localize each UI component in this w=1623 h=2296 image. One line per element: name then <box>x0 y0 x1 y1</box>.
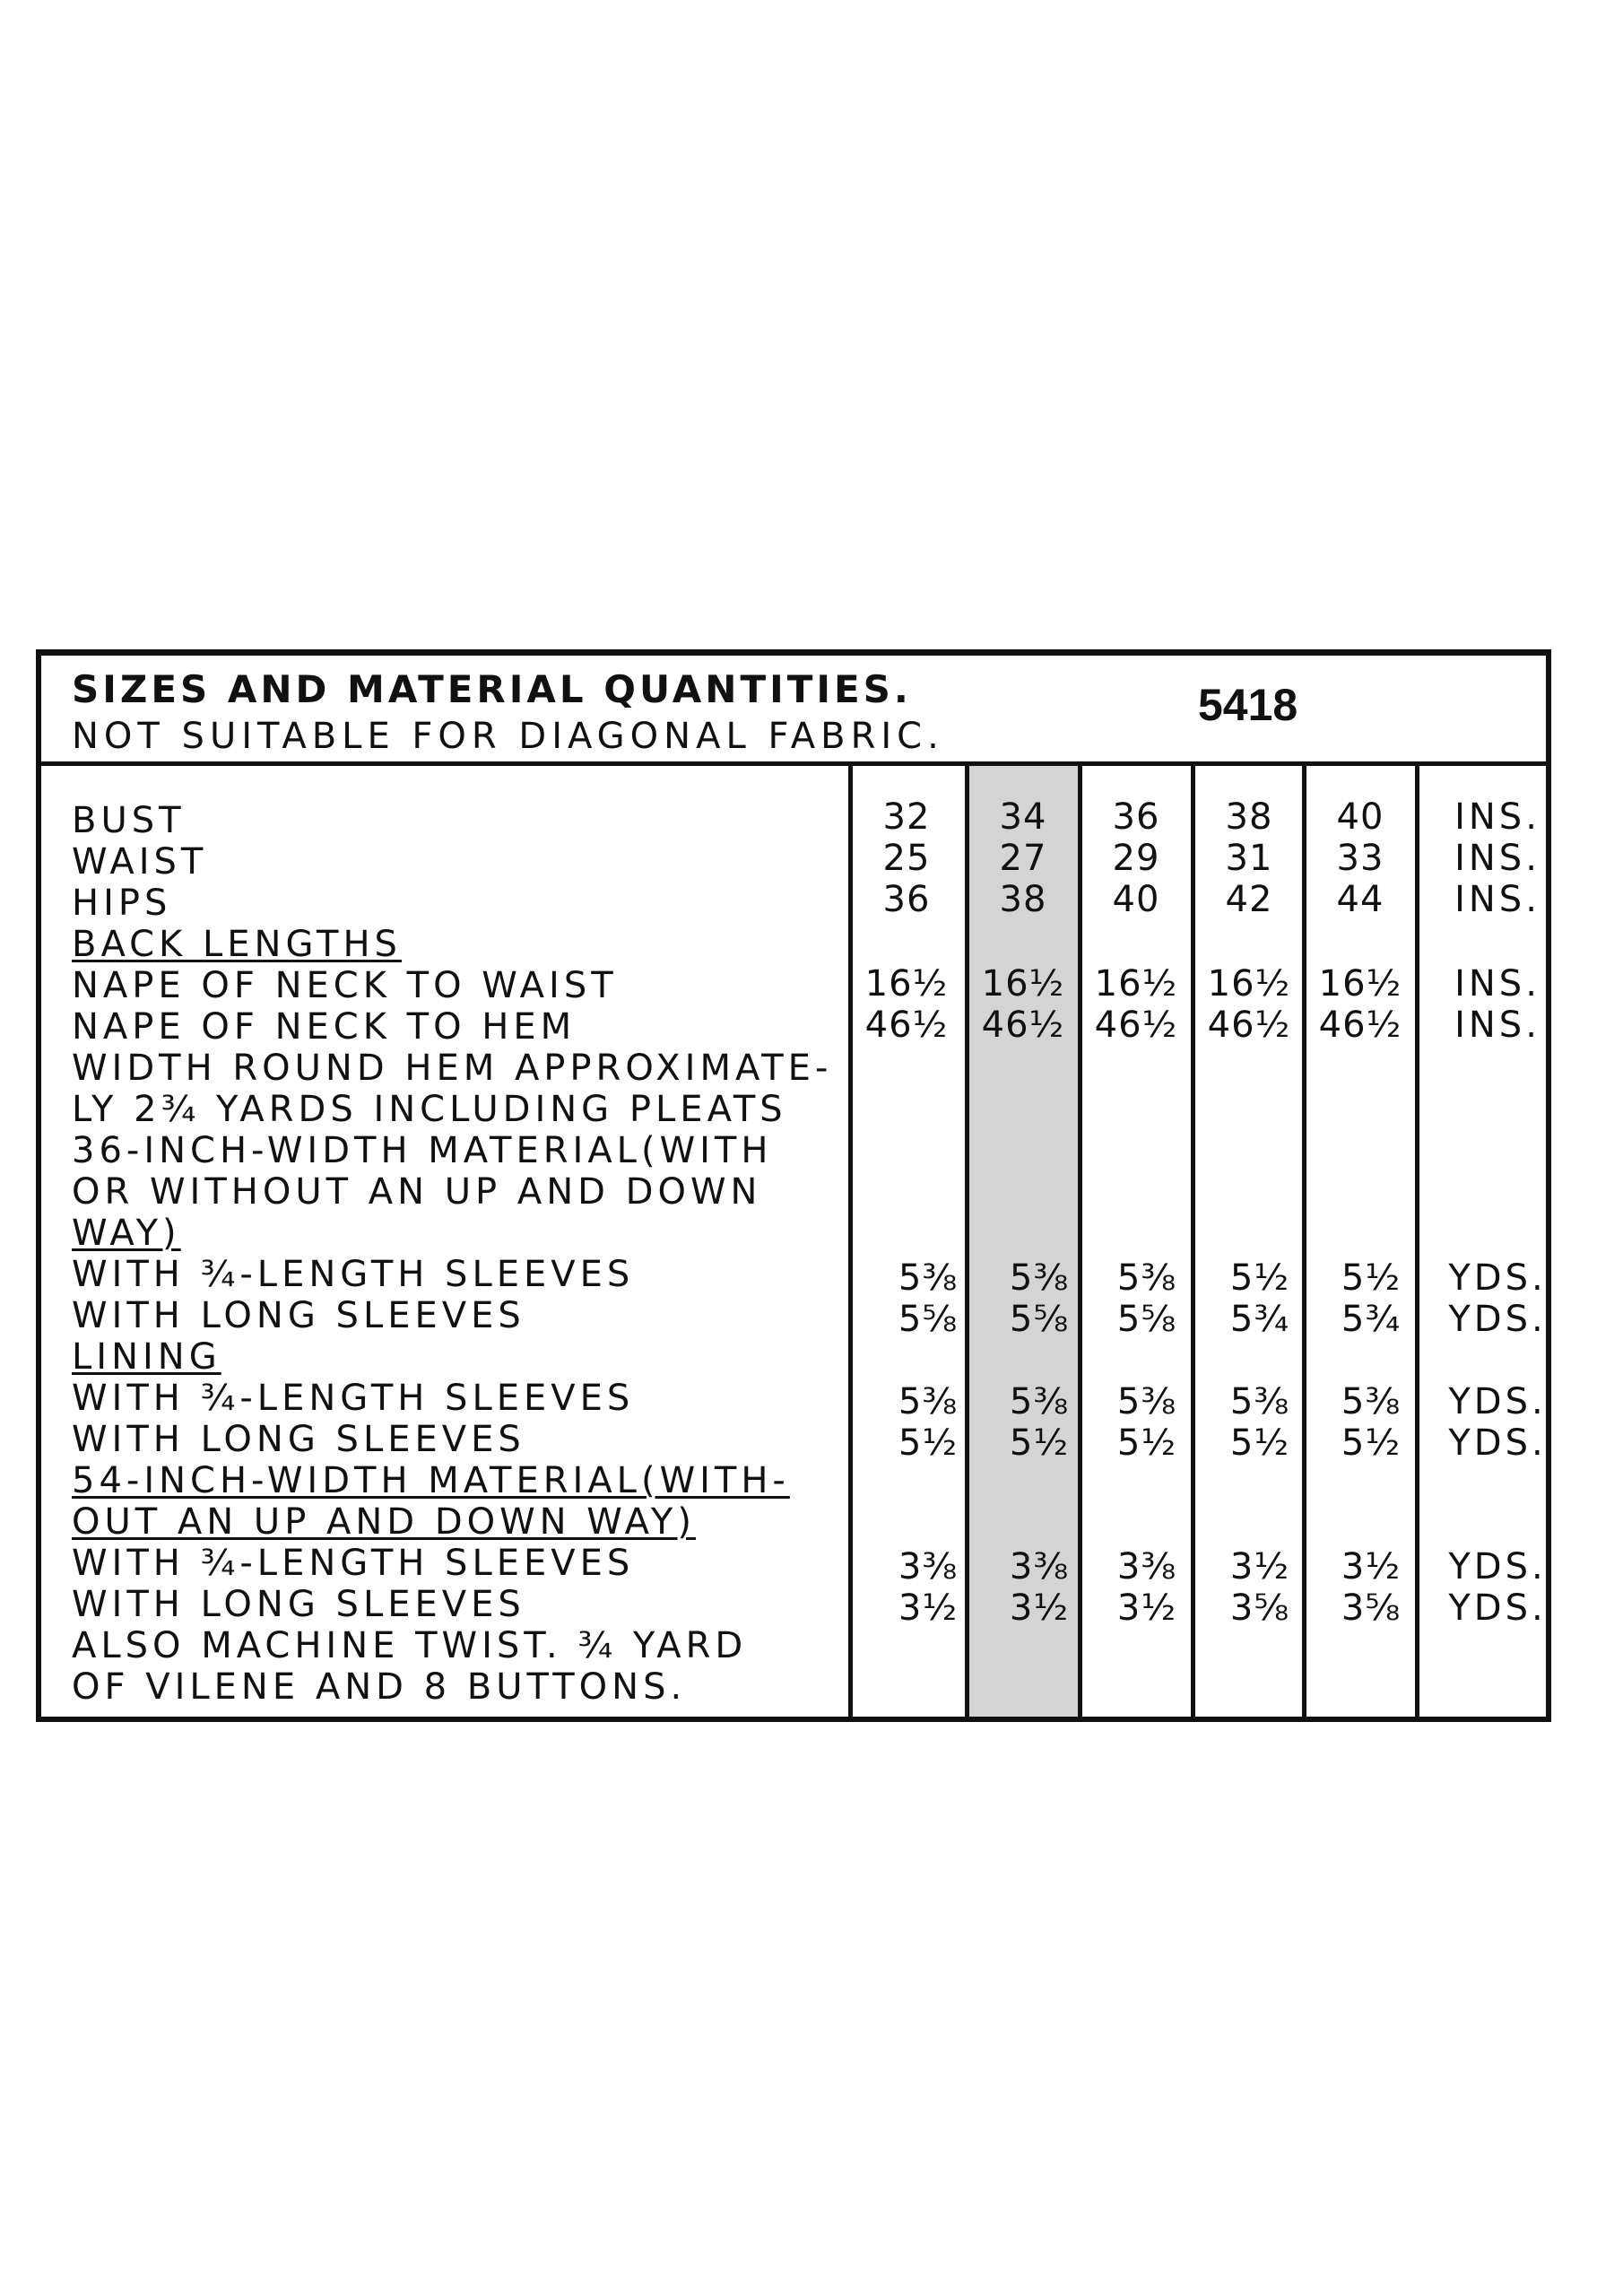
pattern-number: 5418 <box>1198 680 1298 730</box>
neck-hem-size-3: 46½ <box>1094 1004 1178 1046</box>
lining-three-quarter-size-4: 5⅜ <box>1229 1381 1290 1422</box>
neck-hem-size-1: 46½ <box>864 1004 949 1046</box>
lining-long-size-3: 5½ <box>1116 1422 1177 1464</box>
m36-three-quarter-size-1: 5⅜ <box>898 1257 959 1299</box>
neck-hem-size-5: 46½ <box>1318 1004 1402 1046</box>
m54-three-quarter-unit: YDS. <box>1448 1546 1547 1587</box>
bust-size-5: 40 <box>1336 796 1384 838</box>
neck-waist-size-1: 16½ <box>864 963 949 1004</box>
neck-hem-unit: INS. <box>1454 1004 1541 1046</box>
header-divider <box>36 761 1551 766</box>
label-waist: WAIST <box>72 841 208 883</box>
label-nape-to-waist: NAPE OF NECK TO WAIST <box>72 965 618 1006</box>
m36-long-size-5: 5¾ <box>1341 1299 1402 1340</box>
label-lining-long-sleeves: WITH LONG SLEEVES <box>72 1419 525 1460</box>
label-36-three-quarter-sleeves: WITH ¾-LENGTH SLEEVES <box>72 1254 635 1295</box>
table-title: SIZES AND MATERIAL QUANTITIES. <box>72 667 912 711</box>
hips-size-2: 38 <box>999 879 1047 920</box>
neck-waist-unit: INS. <box>1454 963 1541 1004</box>
waist-size-4: 31 <box>1225 838 1273 879</box>
m54-three-quarter-size-3: 3⅜ <box>1116 1546 1177 1587</box>
m36-three-quarter-size-4: 5½ <box>1229 1257 1290 1299</box>
m54-long-size-1: 3½ <box>898 1587 959 1629</box>
label-lining: LINING <box>72 1336 221 1378</box>
label-lining-three-quarter-sleeves: WITH ¾-LENGTH SLEEVES <box>72 1378 635 1419</box>
label-36-long-sleeves: WITH LONG SLEEVES <box>72 1295 525 1336</box>
lining-three-quarter-size-2: 5⅜ <box>1009 1381 1070 1422</box>
m54-long-size-4: 3⅝ <box>1229 1587 1290 1629</box>
m54-three-quarter-size-4: 3½ <box>1229 1546 1290 1587</box>
hips-size-1: 36 <box>882 879 931 920</box>
waist-unit: INS. <box>1454 838 1541 879</box>
m54-long-size-3: 3½ <box>1116 1587 1177 1629</box>
waist-size-5: 33 <box>1336 838 1384 879</box>
label-hips: HIPS <box>72 883 172 924</box>
lining-long-size-2: 5½ <box>1009 1422 1070 1464</box>
m54-three-quarter-size-5: 3½ <box>1341 1546 1402 1587</box>
neck-hem-size-2: 46½ <box>981 1004 1065 1046</box>
bust-size-2: 34 <box>999 796 1047 838</box>
bust-unit: INS. <box>1454 796 1541 838</box>
m36-three-quarter-size-2: 5⅜ <box>1009 1257 1070 1299</box>
m36-three-quarter-unit: YDS. <box>1448 1257 1547 1299</box>
neck-waist-size-2: 16½ <box>981 963 1065 1004</box>
label-36-inch-line2: OR WITHOUT AN UP AND DOWN <box>72 1171 762 1213</box>
hips-size-4: 42 <box>1225 879 1273 920</box>
label-36-inch-line1: 36-INCH-WIDTH MATERIAL(WITH <box>72 1130 773 1171</box>
label-notions-line2: OF VILENE AND 8 BUTTONS. <box>72 1666 687 1708</box>
m36-three-quarter-size-3: 5⅜ <box>1116 1257 1177 1299</box>
lining-three-quarter-size-5: 5⅜ <box>1341 1381 1402 1422</box>
neck-hem-size-4: 46½ <box>1207 1004 1291 1046</box>
label-54-three-quarter-sleeves: WITH ¾-LENGTH SLEEVES <box>72 1543 635 1584</box>
lining-three-quarter-unit: YDS. <box>1448 1381 1547 1422</box>
label-back-lengths: BACK LENGTHS <box>72 924 402 965</box>
m36-long-size-1: 5⅝ <box>898 1299 959 1340</box>
lining-long-size-5: 5½ <box>1341 1422 1402 1464</box>
m36-long-size-4: 5¾ <box>1229 1299 1290 1340</box>
neck-waist-size-4: 16½ <box>1207 963 1291 1004</box>
label-54-long-sleeves: WITH LONG SLEEVES <box>72 1584 525 1625</box>
waist-size-2: 27 <box>999 838 1047 879</box>
neck-waist-size-3: 16½ <box>1094 963 1178 1004</box>
bust-size-1: 32 <box>882 796 931 838</box>
label-36-inch-line3: WAY) <box>72 1213 181 1254</box>
lining-long-size-4: 5½ <box>1229 1422 1290 1464</box>
label-bust: BUST <box>72 800 186 841</box>
hips-size-5: 44 <box>1336 879 1384 920</box>
m54-three-quarter-size-2: 3⅜ <box>1009 1546 1070 1587</box>
m36-long-size-3: 5⅝ <box>1116 1299 1177 1340</box>
hips-unit: INS. <box>1454 879 1541 920</box>
label-nape-to-hem: NAPE OF NECK TO HEM <box>72 1006 577 1048</box>
label-hem-width-line2: LY 2¾ YARDS INCLUDING PLEATS <box>72 1089 787 1130</box>
hips-size-3: 40 <box>1112 879 1160 920</box>
m36-three-quarter-size-5: 5½ <box>1341 1257 1402 1299</box>
m54-long-unit: YDS. <box>1448 1587 1547 1629</box>
waist-size-3: 29 <box>1112 838 1160 879</box>
bust-size-4: 38 <box>1225 796 1273 838</box>
waist-size-1: 25 <box>882 838 931 879</box>
label-54-inch-line2: OUT AN UP AND DOWN WAY) <box>72 1501 696 1543</box>
label-54-inch-line1: 54-INCH-WIDTH MATERIAL(WITH- <box>72 1460 790 1501</box>
bust-size-3: 36 <box>1112 796 1160 838</box>
lining-three-quarter-size-1: 5⅜ <box>898 1381 959 1422</box>
lining-long-unit: YDS. <box>1448 1422 1547 1464</box>
m36-long-unit: YDS. <box>1448 1299 1547 1340</box>
neck-waist-size-5: 16½ <box>1318 963 1402 1004</box>
label-notions-line1: ALSO MACHINE TWIST. ¾ YARD <box>72 1625 748 1666</box>
m36-long-size-2: 5⅝ <box>1009 1299 1070 1340</box>
lining-three-quarter-size-3: 5⅜ <box>1116 1381 1177 1422</box>
table-subtitle: NOT SUITABLE FOR DIAGONAL FABRIC. <box>72 716 944 757</box>
m54-long-size-5: 3⅝ <box>1341 1587 1402 1629</box>
label-hem-width-line1: WIDTH ROUND HEM APPROXIMATE- <box>72 1048 833 1089</box>
lining-long-size-1: 5½ <box>898 1422 959 1464</box>
m54-long-size-2: 3½ <box>1009 1587 1070 1629</box>
m54-three-quarter-size-1: 3⅜ <box>898 1546 959 1587</box>
